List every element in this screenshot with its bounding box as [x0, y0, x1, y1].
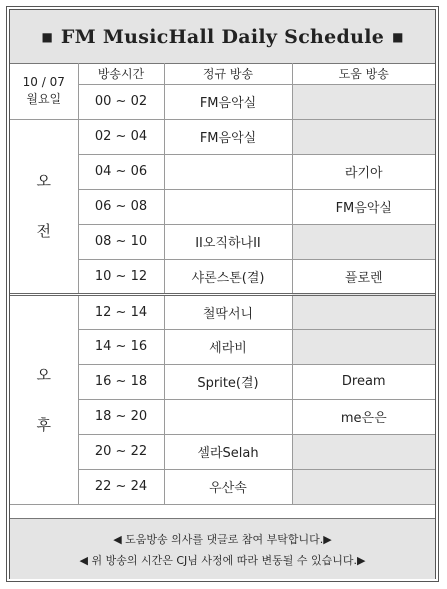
footer-notice — [10, 518, 435, 579]
weekday-label: 월요일 — [26, 91, 62, 106]
page-title: FM MusicHall Daily Schedule — [60, 25, 385, 48]
helper-cell: me은은 — [292, 399, 435, 434]
header-regular: 정규 방송 — [164, 63, 292, 84]
helper-cell — [292, 329, 435, 364]
time-cell: 02 ~ 04 — [78, 119, 164, 154]
date-cell — [10, 63, 78, 119]
helper-cell: FM음악실 — [292, 189, 435, 224]
table-row — [10, 294, 435, 329]
regular-cell: FM음악실 — [164, 84, 292, 119]
header-time: 방송시간 — [78, 63, 164, 84]
am-label-2: 전 — [36, 222, 51, 240]
time-cell: 14 ~ 16 — [78, 329, 164, 364]
helper-cell — [292, 294, 435, 329]
header-helper: 도움 방송 — [292, 63, 435, 84]
regular-cell: 샤론스톤(결) — [164, 259, 292, 294]
title-bullet-right: ■ — [392, 29, 404, 44]
regular-cell: II오직하나II — [164, 224, 292, 259]
helper-cell — [292, 434, 435, 469]
regular-cell: 우산속 — [164, 469, 292, 504]
time-cell: 20 ~ 22 — [78, 434, 164, 469]
table-row — [10, 119, 435, 154]
helper-cell: 라기아 — [292, 154, 435, 189]
time-cell: 06 ~ 08 — [78, 189, 164, 224]
schedule-table — [10, 63, 435, 505]
footer-line-2: ◀ 위 방송의 시간은 CJ님 사정에 따라 변동될 수 있습니다.▶ — [79, 553, 366, 567]
pm-label-2: 후 — [36, 415, 51, 434]
title-bullet-left: ■ — [41, 29, 53, 44]
helper-cell: 플로렌 — [292, 259, 435, 294]
helper-cell — [292, 224, 435, 259]
am-label-1: 오 — [36, 172, 51, 190]
regular-cell: Sprite(결) — [164, 364, 292, 399]
header-row — [10, 63, 435, 84]
time-cell: 22 ~ 24 — [78, 469, 164, 504]
time-cell: 10 ~ 12 — [78, 259, 164, 294]
helper-cell — [292, 469, 435, 504]
title-bar — [10, 10, 435, 64]
regular-cell: 셀라Selah — [164, 434, 292, 469]
date-label: 10 / 07 — [22, 74, 65, 89]
time-cell: 08 ~ 10 — [78, 224, 164, 259]
time-cell: 16 ~ 18 — [78, 364, 164, 399]
regular-cell: 철딱서니 — [164, 294, 292, 329]
regular-cell: FM음악실 — [164, 119, 292, 154]
pm-label-1: 오 — [36, 365, 51, 384]
time-cell: 04 ~ 06 — [78, 154, 164, 189]
helper-cell — [292, 84, 435, 119]
regular-cell: 세라비 — [164, 329, 292, 364]
time-cell: 00 ~ 02 — [78, 84, 164, 119]
pm-label-cell — [10, 294, 78, 504]
schedule-card — [9, 9, 436, 579]
time-cell: 18 ~ 20 — [78, 399, 164, 434]
time-cell: 12 ~ 14 — [78, 294, 164, 329]
regular-cell — [164, 399, 292, 434]
helper-cell — [292, 119, 435, 154]
regular-cell — [164, 189, 292, 224]
regular-cell — [164, 154, 292, 189]
helper-cell: Dream — [292, 364, 435, 399]
footer-line-1: ◀ 도움방송 의사를 댓글로 참여 부탁합니다.▶ — [113, 532, 332, 546]
am-label-cell — [10, 119, 78, 294]
